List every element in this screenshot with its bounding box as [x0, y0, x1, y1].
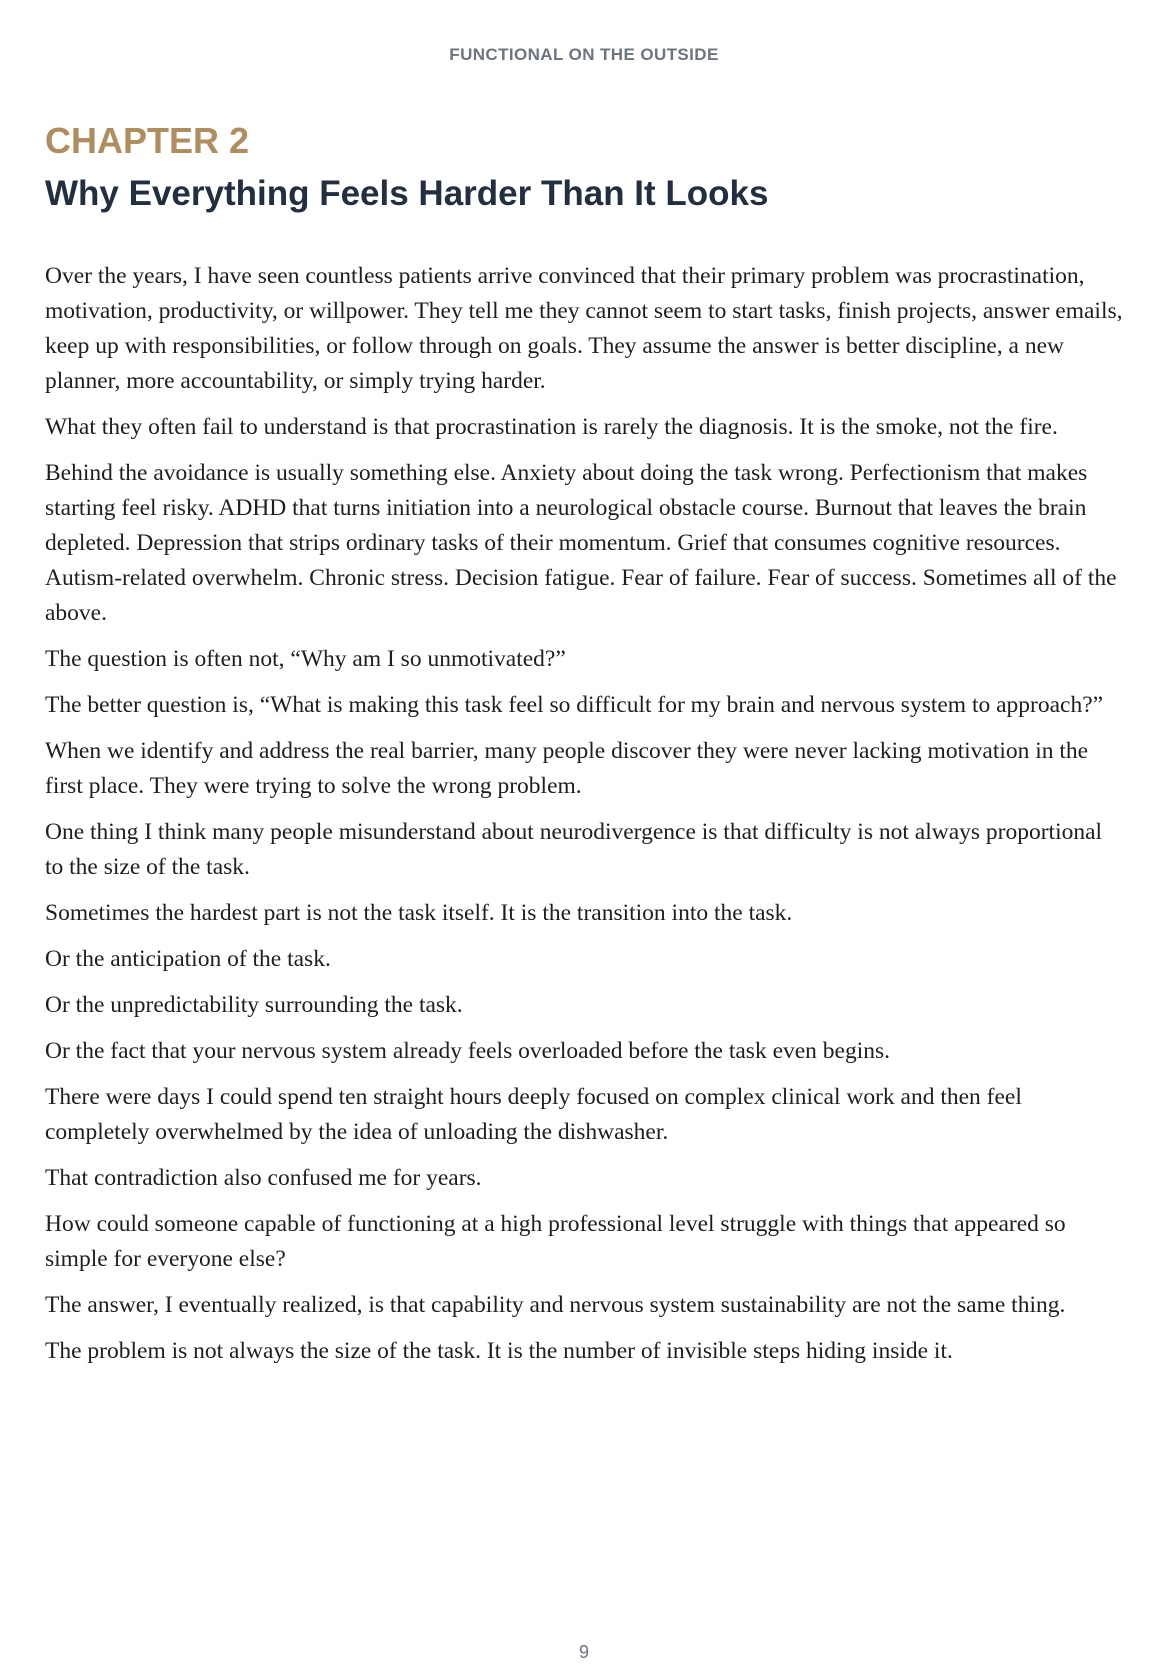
paragraph: What they often fail to understand is that procrastination is rarely the diagnosis. It is the smoke, not the fire.	[45, 414, 1058, 440]
running-header: FUNCTIONAL ON THE OUTSIDE	[449, 45, 719, 64]
paragraph: How could someone capable of functioning at a high professional level struggle with things that appeared so simple for everyone else?	[45, 1211, 1066, 1272]
paragraph: The better question is, “What is making this task feel so difficult for my brain and nervous system to approach?”	[45, 692, 1104, 718]
paragraph: The answer, I eventually realized, is that capability and nervous system sustainability are not the same thing.	[45, 1292, 1066, 1318]
paragraph: That contradiction also confused me for years.	[45, 1165, 482, 1191]
paragraph: Or the anticipation of the task.	[45, 946, 331, 972]
paragraph: One thing I think many people misunderstand about neurodivergence is that difficulty is not always proportional to the size of the task.	[45, 819, 1103, 880]
paragraph: The question is often not, “Why am I so unmotivated?”	[45, 646, 566, 672]
chapter-title: Why Everything Feels Harder Than It Looks	[45, 174, 769, 213]
paragraph: When we identify and address the real barrier, many people discover they were never lacking motivation in the first place. They were trying to solve the wrong problem.	[45, 738, 1089, 799]
paragraph: Behind the avoidance is usually something else. Anxiety about doing the task wrong. Perfectionism that makes starting feel risky. ADHD that turns initiation into a neurological obstacle course. Burnout that leaves the brain depleted. Depression that strips ordinary tasks of their momentum. Grief that consumes cognitive resources. Autism-related overwhelm. Chronic stress. Decision fatigue. Fear of failure. Fear of success. Sometimes all of the above.	[45, 460, 1117, 626]
paragraph: Sometimes the hardest part is not the task itself. It is the transition into the task.	[45, 900, 793, 926]
paragraph: Or the fact that your nervous system already feels overloaded before the task even begins.	[45, 1038, 891, 1064]
paragraph: The problem is not always the size of the task. It is the number of invisible steps hiding inside it.	[45, 1338, 953, 1364]
paragraph: Or the unpredictability surrounding the task.	[45, 992, 463, 1018]
paragraph: There were days I could spend ten straight hours deeply focused on complex clinical work and then feel completely overwhelmed by the idea of unloading the dishwasher.	[45, 1084, 1022, 1145]
chapter-body	[45, 259, 1125, 1380]
chapter-label: CHAPTER 2	[45, 120, 250, 161]
paragraph: Over the years, I have seen countless patients arrive convinced that their primary problem was procrastination, motivation, productivity, or willpower. They tell me they cannot seem to start tasks, finish projects, answer emails, keep up with responsibilities, or follow through on goals. They assume the answer is better discipline, a new planner, more accountability, or simply trying harder.	[45, 263, 1123, 394]
page-number: 9	[578, 1642, 589, 1662]
